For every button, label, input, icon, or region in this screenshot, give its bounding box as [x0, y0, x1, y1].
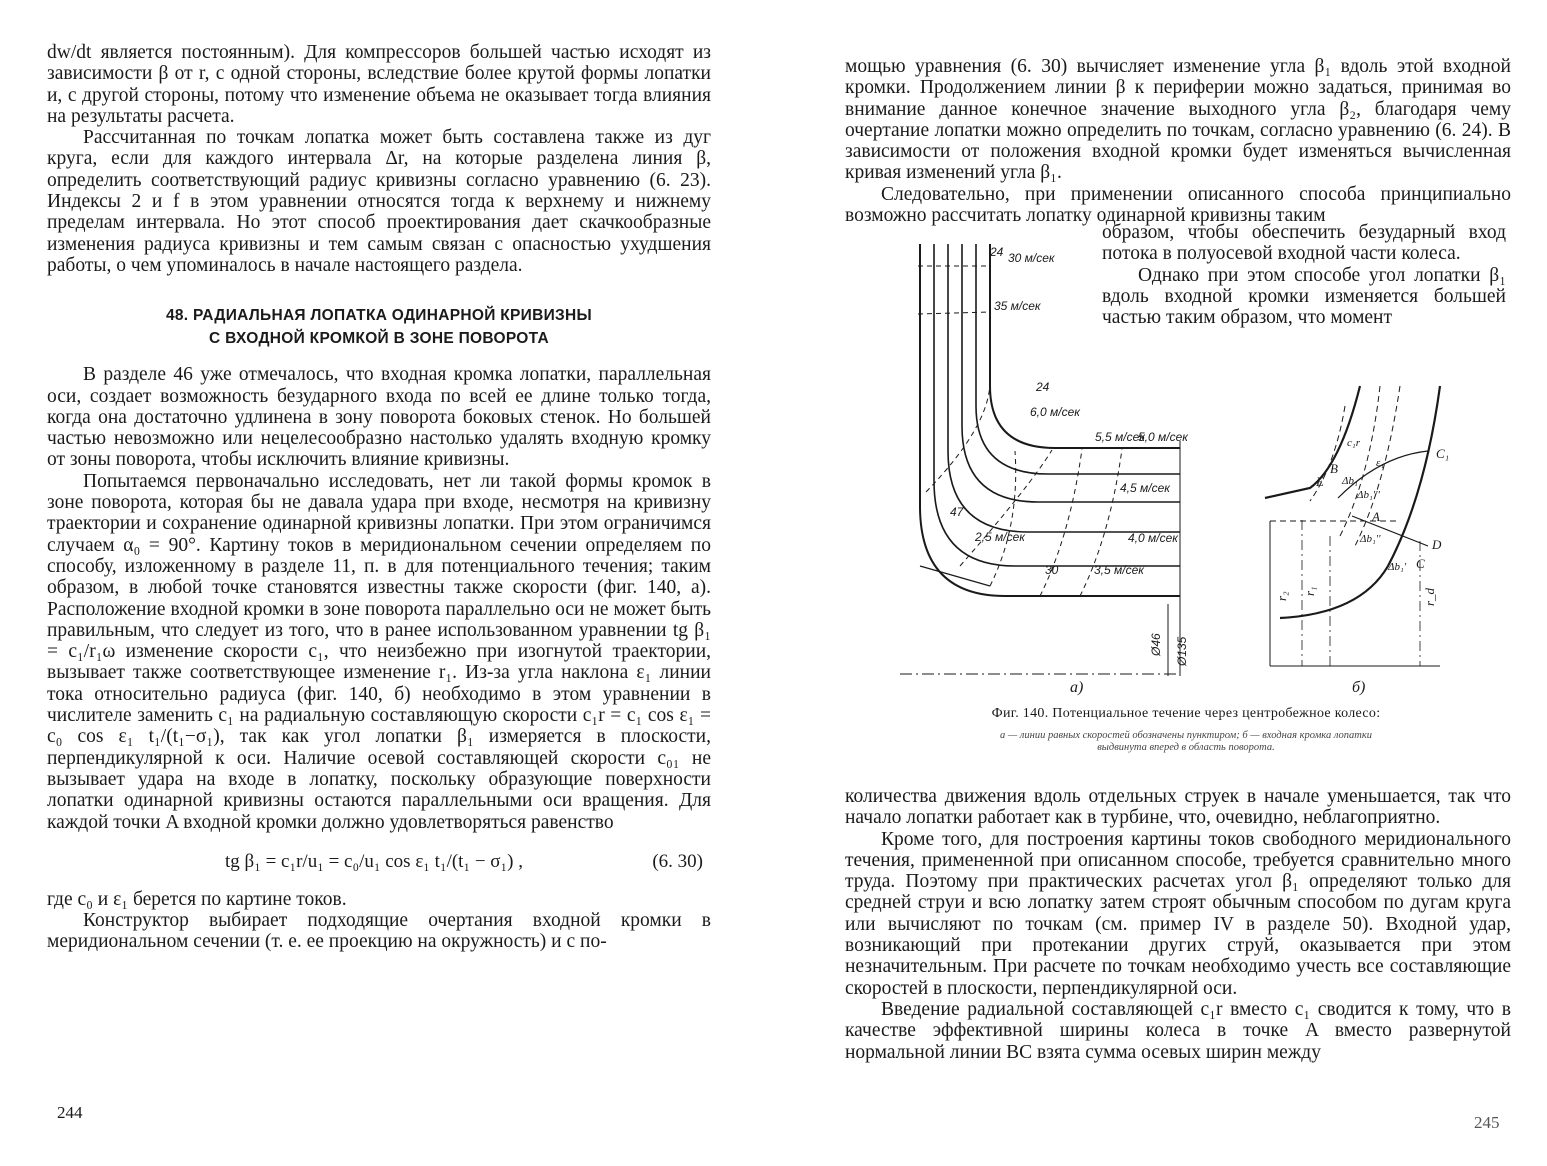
section-heading-line-1: 48. РАДИАЛЬНАЯ ЛОПАТКА ОДИНАРНОЙ КРИВИЗНЫ	[165, 307, 593, 325]
label-B: B	[1330, 461, 1338, 476]
label-rd: r_d	[1422, 587, 1437, 606]
right-para-1: мощью уравнения (6. 30) вычисляет изменение угла β₁ вдоль этой входной кромки. Продолжением линии β к периферии можно задаться, принимая во внимание данное конечное значение выходного угла β₂, благодаря чему очертание лопатки можно определить по точкам, согласно уравнению (6. 24). В зависимости от положения входной кромки будет изменяться вычисленная кривая изменений угла β₁.	[845, 56, 1511, 184]
equation-6-30	[47, 841, 711, 887]
figure-140	[840, 236, 1520, 696]
right-para-6: Введение радиальной составляющей c₁r вместо c₁ сводится к тому, что в качестве эффективной ширины колеса в точке A вместо развернутой нормальной линии BC взята сумма осевых ширин между	[845, 998, 1511, 1063]
label-C1: C₁	[1436, 446, 1450, 461]
label-55ms: 5,5 м/сек	[1095, 430, 1145, 444]
right-para-2b: образом, чтобы обеспечить безударный вход потока в полуосевой входной части колеса.	[1102, 222, 1506, 265]
subfig-b-label: б)	[1352, 679, 1366, 696]
left-para-1: dw/dt является постоянным). Для компрессоров большей частью исходят из зависимости β от r, с одной стороны, вследствие более крутой формы лопатки и, с другой стороны, потому что изменение объема не оказывает тогда влияния на результаты расчета.	[47, 42, 711, 127]
right-para-5: Кроме того, для построения картины токов свободного меридионального течения, примененной при описанном способе, требуется сравнительно много труда. Поэтому при практических расчетах угол β₁ определяют только для средней струи и всю лопатку затем строят обычным способом по дугам круга или вычисляют по точкам (см. пример IV в разделе 50). Входной удар, возникающий при протекании других струй, оказывается при этом незначительным. При расчете по точкам необходимо учесть все составляющие скоростей в плоскости, перпендикулярной оси.	[845, 828, 1511, 999]
label-r1: r₁	[1302, 586, 1317, 596]
left-para-2: Рассчитанная по точкам лопатка может быть составлена также из дуг круга, если для каждого интервала Δr, на которые разделена линия β, определить соответствующий радиус кривизны согласно уравнению (6. 23). Индексы 2 и f в этом уравнении относятся тогда к верхнему и нижнему пределам интервала. Но этот способ проектирования дает скачкообразные изменения радиуса кривизны и тем самым связан с опасностью ухудшения работы, о чем упоминалось в начале настоящего раздела.	[47, 127, 711, 276]
left-para-4: Попытаемся первоначально исследовать, нет ли такой формы кромок в зоне поворота, которая бы не давала удара при входе, несмотря на кривизну траектории и сохранение одинарной кривизны лопатки. При этом ограничимся случаем α₀ = 90°. Картину токов в меридиональном сечении определяем по способу, изложенному в разделе 11, п. в для потенциального течения; таким образом, в любой точке становятся известны также скорости (фиг. 140, а). Расположение входной кромки в зоне поворота параллельно оси не может быть правильным, что следует из того, что в ранее использованном уравнении tg β₁ = c₁/r₁ω изменение скорости c₁, что неизбежно при изогнутой траектории, вызывает также соответствующее изменение r₁. Из-за угла наклона ε₁ линии тока относительно радиуса (фиг. 140, б) необходимо в этом уравнении в числителе заменить c₁ на радиальную составляющую скорости c₁r = c₁ cos ε₁ = c₀ cos ε₁ t₁/(t₁−σ₁), так как угол лопатки β₁ измеряется в плоскости, перпендикулярной к оси. Наличие осевой составляющей скорости c₀₁ не вызывает удара на входе в лопатку, поскольку образующие поверхности лопатки одинарной кривизны остаются параллельными оси вращения. Для каждой точки A входной кромки должно удовлетворяться равенство	[47, 470, 711, 833]
label-30: 30	[1045, 563, 1059, 577]
section-heading-line-2: С ВХОДНОЙ КРОМКОЙ В ЗОНЕ ПОВОРОТА	[209, 330, 549, 348]
label-d46: Ø46	[1149, 633, 1163, 656]
label-D: D	[1432, 537, 1442, 552]
page-number-left: 244	[57, 1103, 83, 1122]
label-47: 47	[950, 505, 964, 519]
inner-wall	[990, 244, 1180, 448]
label-db1: Δb₁	[1342, 475, 1358, 487]
label-24-mid: 24	[1036, 380, 1050, 394]
right-lower-text	[845, 786, 1511, 1063]
right-text-column	[845, 56, 1511, 226]
label-35ms-b: 3,5 м/сек	[1094, 563, 1144, 577]
label-45ms: 4,5 м/сек	[1120, 481, 1170, 495]
label-db1-double: Δb₁''	[1360, 533, 1381, 545]
label-C: C	[1416, 556, 1425, 571]
figure-caption-block	[876, 706, 1496, 754]
label-A: A	[1372, 509, 1380, 524]
left-page	[0, 0, 770, 1166]
right-page	[780, 0, 1547, 1166]
label-50ms: 5,0 м/сек	[1138, 430, 1188, 444]
figure-legend-1: а — линии равных скоростей обозначены пунктиром; б — входная кромка лопатки	[999, 730, 1373, 741]
subfig-a-label: а)	[1070, 679, 1084, 696]
label-24-top: 24	[990, 245, 1004, 259]
left-para-5: где c₀ и ε₁ берется по картине токов.	[47, 888, 347, 910]
right-para-2a: Следовательно, при применении описанного способа принципиально возможно рассчитать лопатку одинарной кривизны таким	[845, 183, 1511, 227]
page-number-right: 245	[1474, 1113, 1500, 1132]
label-d135: Ø135	[1175, 636, 1189, 666]
label-E: E	[1316, 474, 1324, 489]
section-heading	[47, 304, 711, 350]
figure-b-inlet-edge	[1265, 386, 1440, 666]
label-db1-single: Δb₁'	[1388, 561, 1407, 573]
equation-body: tg β₁ = c₁r/u₁ = c₀/u₁ cos ε₁ t₁/(t₁ − σ₁) ,	[225, 850, 523, 872]
equation-number: (6. 30)	[652, 850, 703, 872]
label-r2: r₂	[1274, 591, 1289, 601]
left-para-3: В разделе 46 уже отмечалось, что входная кромка лопатки, параллельная оси, создает возможность безударного входа по всей ее длине только тогда, когда она достаточно удлинена в зону поворота боковых стенок. Но большей частью невозможно или нецелесообразно настолько удалять входную кромку от зоны поворота, чтобы исключить влияние кривизны.	[47, 364, 711, 471]
label-eps1: ε₁	[1376, 457, 1385, 469]
label-25ms: 2,5 м/сек	[975, 530, 1025, 544]
label-30ms: 30 м/сек	[1008, 251, 1055, 265]
right-para-4: количества движения вдоль отдельных струек в начале уменьшается, так что начало лопатки работает как в турбине, что, очевидно, неблагоприятно.	[845, 786, 1511, 829]
left-text-column	[47, 42, 711, 953]
label-60ms: 6,0 м/сек	[1030, 405, 1080, 419]
label-40ms: 4,0 м/сек	[1128, 531, 1178, 545]
right-para-3: Однако при этом способе угол лопатки β₁ вдоль входной кромки изменяется большей частью таким образом, что момент	[1102, 264, 1506, 329]
figure-legend-2: выдвинута вперед в область поворота.	[1097, 742, 1275, 753]
label-35ms: 35 м/сек	[994, 299, 1041, 313]
left-para-6: Конструктор выбирает подходящие очертания входной кромки в меридиональном сечении (т. е. ее проекцию на окружность) и с по-	[47, 910, 711, 953]
figure-caption: Фиг. 140. Потенциальное течение через центробежное колесо:	[991, 706, 1381, 721]
label-c1r: c₁r	[1347, 437, 1360, 449]
label-db1-triple: Δb₁'''	[1357, 489, 1380, 501]
